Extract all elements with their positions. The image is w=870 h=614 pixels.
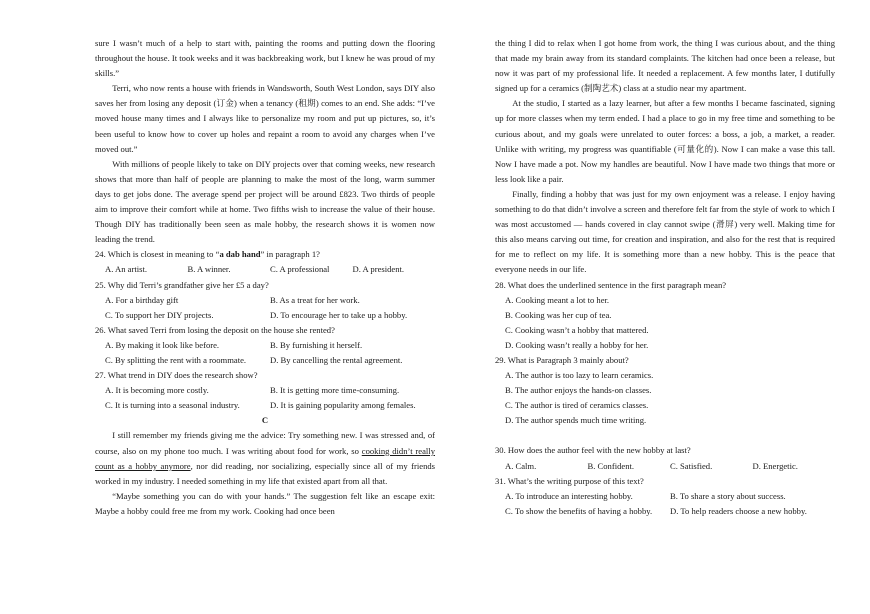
option[interactable]: D. The author spends much time writing.	[505, 415, 647, 426]
passage-paragraph: “Maybe something you can do with your hands.” The suggestion felt like an escape exit: Maybe a hobby could free me from my work. Cooking had once been	[95, 490, 435, 516]
question-26-options	[95, 353, 435, 368]
question-25: 25. Why did Terri’s grandfather give her £5 a day?	[95, 279, 269, 290]
option[interactable]: C. To support her DIY projects.	[105, 309, 214, 320]
left-column	[95, 36, 435, 519]
option[interactable]: B. A winner.	[187, 264, 231, 275]
question-24-options	[95, 262, 435, 277]
option[interactable]: D. Energetic.	[752, 460, 798, 471]
passage-paragraph: I still remember my friends giving me the advice: Try something new. I was stressed and, of course, also on my phone too much. I was writing about food for work, so cooking didn’t really count as a hobby anymore, nor did reading, nor socializing, especially since all of my friends worked in my industry. I needed something in my life that existed apart from all that.	[95, 430, 436, 486]
section-heading: C	[261, 415, 269, 426]
question-25-options	[95, 308, 435, 323]
passage-paragraph: With millions of people likely to take on DIY projects over that coming weeks, new research shows that more than half of people are planning to make the most of the long, warm summer days to get jobs done. The average spend per project will be around £823. Two thirds of people aim to improve their comfort while at home. Two fifths wish to increase the value of their house. Though DIY has traditionally been seen as male hobby, the research shows it is women now leading the trend.	[95, 158, 435, 245]
question-27-options	[95, 398, 435, 413]
option[interactable]: B. The author enjoys the hands-on classes.	[505, 385, 652, 396]
question-28: 28. What does the underlined sentence in the first paragraph mean?	[495, 279, 727, 290]
passage-paragraph: sure I wasn’t much of a help to start with, painting the rooms and putting down the flooring throughout the house. It took weeks and it was backbreaking work, but I knew he was proud of my skills.”	[95, 38, 435, 79]
option[interactable]: D. Cooking wasn’t really a hobby for her.	[505, 339, 649, 350]
question-31-options	[495, 504, 835, 519]
option[interactable]: C. Satisfied.	[670, 460, 713, 471]
question-27: 27. What trend in DIY does the research show?	[95, 370, 258, 381]
option[interactable]: D. To encourage her to take up a hobby.	[270, 309, 408, 320]
question-29: 29. What is Paragraph 3 mainly about?	[495, 354, 629, 365]
question-24: 24. Which is closest in meaning to “a dab hand” in paragraph 1?	[95, 249, 320, 260]
option[interactable]: B. As a treat for her work.	[270, 294, 360, 305]
option[interactable]: D. To help readers choose a new hobby.	[670, 505, 807, 516]
option[interactable]: B. Confident.	[587, 460, 635, 471]
option[interactable]: A. It is becoming more costly.	[105, 385, 209, 396]
option[interactable]: A. Cooking meant a lot to her.	[505, 294, 610, 305]
option[interactable]: A. For a birthday gift	[105, 294, 179, 305]
question-27-options	[95, 383, 435, 398]
passage-paragraph: Finally, finding a hobby that was just for my own enjoyment was a release. I enjoy having something to do that didn’t involve a screen and therefore felt far from the style of work to which I was most accustomed — hands covered in clay cannot swipe (滑屏) very well. Making time for this also means carving out time, for creation and inspiration, and also for the rest that is required for me to reflect on my life. It is something more than a new hobby. This is the peace that everyone needs in our life.	[495, 188, 835, 275]
option[interactable]: D. It is gaining popularity among females.	[270, 400, 416, 411]
question-26-options	[95, 338, 435, 353]
option[interactable]: C. It is turning into a seasonal industry.	[105, 400, 240, 411]
spacer	[495, 428, 835, 443]
question-31: 31. What’s the writing purpose of this text?	[495, 475, 644, 486]
underlined-sentence: cooking didn’t really count as a hobby anymore	[95, 445, 435, 471]
option[interactable]: A. Calm.	[505, 460, 537, 471]
option[interactable]: C. A professional	[270, 264, 330, 275]
passage-paragraph: Terri, who now rents a house with friends in Wandsworth, South West London, says DIY also saves her from losing any deposit (订金) when a tenancy (租期) comes to an end. She adds: “I’ve moved house many times and I always like to personalize my room and put up pictures, so, it’s been useful to know how to cover up holes and repaint a room to avoid any charges when I’ve moved out.”	[95, 83, 435, 154]
option[interactable]: A. An artist.	[105, 264, 148, 275]
question-25-options	[95, 293, 435, 308]
right-column	[495, 36, 835, 519]
option[interactable]: C. By splitting the rent with a roommate.	[105, 354, 247, 365]
option[interactable]: A. The author is too lazy to learn ceramics.	[505, 370, 654, 381]
question-30: 30. How does the author feel with the new hobby at last?	[495, 445, 691, 456]
option[interactable]: C. Cooking wasn’t a hobby that mattered.	[505, 324, 649, 335]
question-30-options	[495, 459, 835, 474]
option[interactable]: C. To show the benefits of having a hobby.	[505, 505, 653, 516]
option[interactable]: A. To introduce an interesting hobby.	[505, 490, 633, 501]
option[interactable]: B. Cooking was her cup of tea.	[505, 309, 612, 320]
question-26: 26. What saved Terri from losing the deposit on the house she rented?	[95, 324, 335, 335]
option[interactable]: D. A president.	[352, 264, 405, 275]
passage-paragraph: the thing I did to relax when I got home from work, the thing I was curious about, and the thing that made my brain away from its standard complaints. The kitchen had once been a release, but now it was part of my professional life. It needed a replacement. A few months later, I dutifully signed up for a ceramics (制陶艺术) class at a studio near my apartment.	[495, 38, 835, 94]
option[interactable]: B. By furnishing it herself.	[270, 339, 363, 350]
passage-paragraph: At the studio, I started as a lazy learner, but after a few months I became fascinated, signing up for more classes when my term ended. I had a place to go in my free time and something to be curious about, and my goals were unrelated to outer forces: a boss, a job, a market, a reader. Unlike with writing, my progress was quantifiable (可量化的). Now I can make a vase this tall. Now I have made a pot. Now my handles are beautiful. Now I have made two things that more or less look like a pair.	[495, 98, 835, 184]
option[interactable]: B. It is getting more time-consuming.	[270, 385, 400, 396]
question-31-options	[495, 489, 835, 504]
option[interactable]: A. By making it look like before.	[105, 339, 220, 350]
option[interactable]: C. The author is tired of ceramics classes.	[505, 400, 649, 411]
option[interactable]: B. To share a story about success.	[670, 490, 786, 501]
option[interactable]: D. By cancelling the rental agreement.	[270, 354, 403, 365]
